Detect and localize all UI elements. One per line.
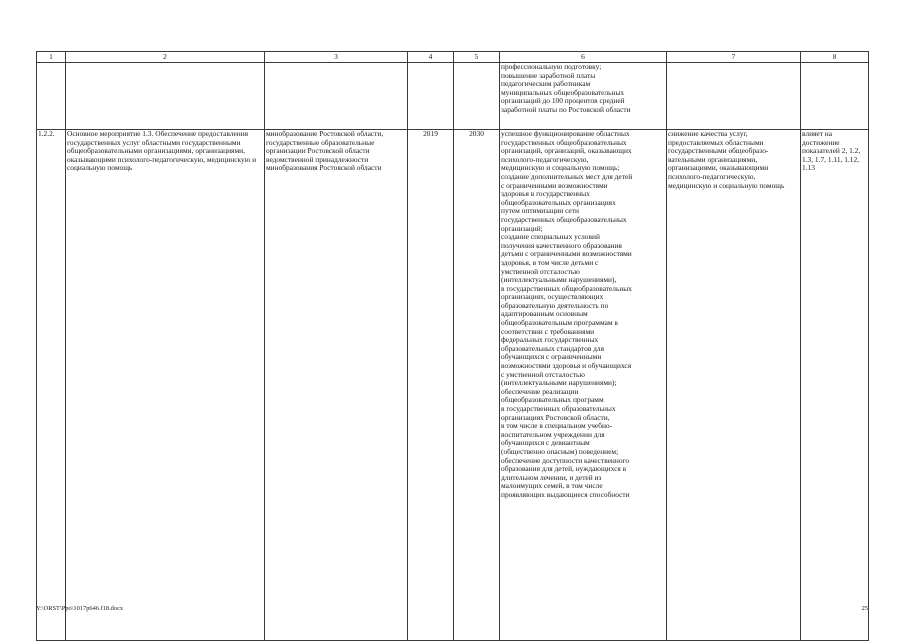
expected-result-line: организаций, организаций, оказывающих [501,146,632,156]
cont-result-line: муниципальных общеобразовательных [501,87,625,97]
activity-row [37,130,869,641]
expected-result-line: организаций; [501,223,543,233]
expected-result-line: образовательных стандартов для [501,343,605,353]
column-number-row [37,52,869,63]
activity-name: Основное мероприятие 1.3. Обеспечение предоставления государственных услуг областными государственными общеобразовательными организациями, организациями, оказывающими психолого-педагогическую, медицинскую и социальную помощь [66,130,265,641]
column-number-3: 3 [265,52,408,63]
column-number-7: 7 [667,52,801,63]
expected-result-line: адаптированным основным [501,309,588,319]
indicators: влияет на достижение показателей 2, 1.2, 1.3, 1.7, 1.11, 1.12, 1.13 [801,130,869,641]
page-number: 25 [861,605,868,612]
expected-result-line: соответствии с требованиями [501,326,595,336]
consequences: снижение качества услуг, предоставляемых областными государственными общеобразо-вательными организациями, организациями, оказывающими психолого-педагогическую, медицинскую и социальную помощь [667,130,801,641]
expected-result-line: (интеллектуальными нарушениями), [501,275,617,285]
expected-result-line: умственной отсталостью [501,266,580,276]
expected-result-line: организациях Ростовской области, [501,412,610,422]
expected-result-line: государственных общеобразовательных [501,214,627,224]
executor: минобразование Ростовской области, государственные образовательные организации Ростовской области ведомственной принадлежности минобразования Ростовской области [265,130,408,641]
cont-cell-1 [37,63,66,130]
expected-result-line: организациях, осуществляющих [501,292,604,302]
expected-result-line: образовательную деятельность по [501,300,609,310]
cont-result-line: профессиональную подготовку; [501,62,602,71]
file-path-footer: Y:\ORST\Ppo\1017p646.f18.docx [36,605,124,612]
expected-result-line: в том числе в специальном учебно- [501,421,613,431]
cont-result-line: организаций до 100 процентов средней [501,96,625,106]
expected-result-line: получения качественного образования [501,240,622,250]
expected-result-line: проявляющих выдающиеся способности [501,489,630,499]
expected-result-line: возможностями здоровья и обучающихся [501,361,632,371]
expected-result-line: обеспечение доступности качественного [501,455,630,465]
cont-cell-3 [265,63,408,130]
column-number-4: 4 [408,52,454,63]
expected-result-line: в государственных образовательных [501,404,616,413]
column-number-1: 1 [37,52,66,63]
expected-result-line: общеобразовательных организациях [501,197,616,207]
end-year: 2030 [454,130,500,641]
expected-result-line: малоимущих семей, в том числе [501,481,603,491]
expected-result-line: длительном лечении, и детей из [501,472,602,482]
expected-result-line: создание дополнительных мест для детей [501,171,633,181]
column-number-2: 2 [66,52,265,63]
cont-cell-4 [408,63,454,130]
expected-result-line: (общественно опасным) поведением; [501,446,619,456]
expected-result-line: здоровья в государственных [501,189,590,199]
expected-result [500,130,667,641]
column-number-5: 5 [454,52,500,63]
expected-result-line: обучающихся с девиантным [501,438,590,448]
expected-result-line: с ограниченными возможностями [501,180,608,190]
expected-result-line: обучающихся с ограниченными [501,352,602,362]
expected-result-line: (интеллектуальными нарушениями); [501,378,617,388]
column-number-6: 6 [500,52,667,63]
expected-result-line: обеспечение реализации [501,386,579,396]
cont-cell-8 [801,63,869,130]
expected-result-line: создание специальных условий [501,232,600,242]
expected-result-line: с умственной отсталостью [501,369,585,379]
expected-result-line: детьми с ограниченными возможностями [501,249,632,259]
expected-result-line: образования для детей, нуждающихся в [501,464,627,474]
program-table [36,51,869,641]
expected-result-line: государственных общеобразовательных [501,137,627,147]
column-number-8: 8 [801,52,869,63]
cont-cell-2 [66,63,265,130]
expected-result-lines [501,130,665,500]
start-year: 2019 [408,130,454,641]
cont-result-line: педагогическим работникам [501,79,591,89]
expected-result-line: в государственных общеобразовательных [501,283,632,293]
cont-cell-7 [667,63,801,130]
cont-result-line: повышение заработной платы [501,70,596,80]
expected-result-line: успешное функционирование областных [501,129,630,138]
expected-result-line: здоровья, в том числе детьми с [501,257,599,267]
expected-result-line: общеобразовательным программам в [501,318,618,328]
cont-cell-5 [454,63,500,130]
cont-result-line: заработной платы по Ростовской области [501,104,631,114]
expected-result-line: федеральных государственных [501,335,599,345]
expected-result-line: психолого-педагогическую, [501,154,589,164]
expected-result-line: медицинскую и социальную помощь; [501,163,620,173]
expected-result-line: воспитательном учреждении для [501,429,605,439]
expected-result-line: путем оптимизации сети [501,206,579,216]
cont-result-cell [500,63,667,130]
row-number: 1.2.2. [37,130,66,641]
continuation-row [37,63,869,130]
expected-result-line: общеобразовательных программ [501,395,604,405]
